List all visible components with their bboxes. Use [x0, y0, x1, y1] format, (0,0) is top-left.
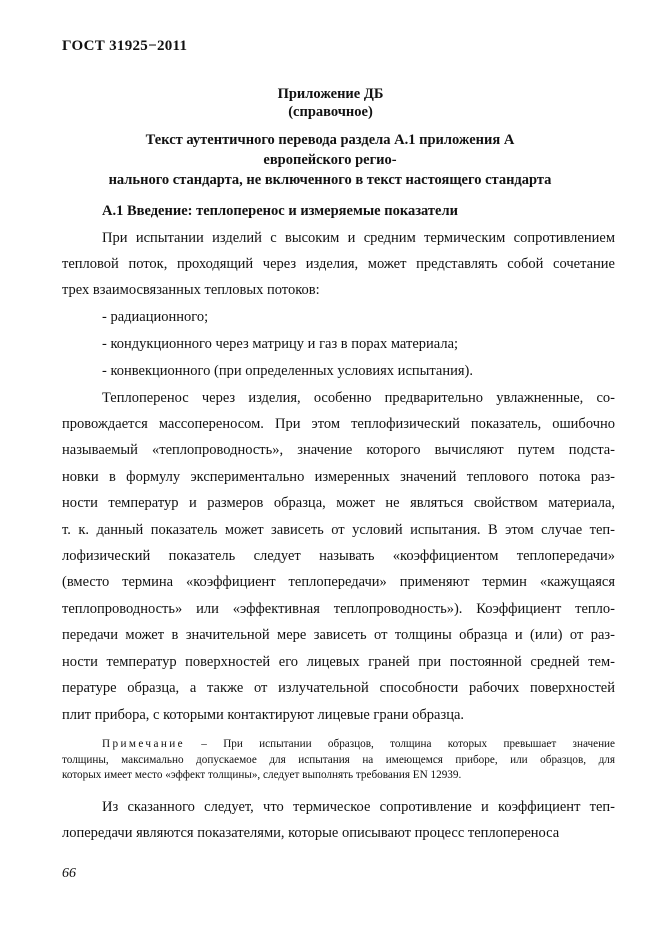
paragraph-line: (вместо термина «коэффициент теплопередачи» применяют термин «кажущаяся: [62, 574, 615, 590]
appendix-title: Приложение ДБ: [277, 86, 384, 102]
note-line: которых имеет место «эффект толщины», следует выполнять требования EN 12939.: [62, 769, 462, 781]
paragraph-line: пературе образца, а также от излучательной способности рабочих поверхностей: [62, 680, 615, 696]
appendix-subtitle: [100, 130, 560, 190]
standard-code-header: ГОСТ 31925−2011: [62, 38, 188, 54]
paragraph-line: трех взаимосвязанных тепловых потоков:: [62, 282, 320, 298]
note-label: Примечание: [102, 738, 185, 750]
paragraph-line: При испытании изделий с высоким и средним термическим сопротивлением: [102, 230, 615, 246]
paragraph-line: теплопроводность» или «эффективная теплопроводность»). Коэффициент тепло-: [62, 601, 615, 617]
paragraph-line: лопередачи являются показателями, которые описывают процесс теплопереноса: [62, 825, 560, 841]
paragraph-line: т. к. данный показатель может зависеть от условий испытания. В этом случае теп-: [62, 522, 615, 538]
paragraph-line: лофизический показатель следует называть «коэффициентом теплопередачи»: [62, 548, 615, 564]
list-item: - радиационного;: [102, 309, 209, 325]
note-line: толщины, максимально допускаемое для испытания на имеющемся приборе, или образцов, для: [62, 754, 615, 766]
note-text: – При испытании образцов, толщина которых превышает значение: [201, 738, 616, 750]
paragraph-line: передачи может в значительной мере зависеть от толщины образца и (или) от раз-: [62, 627, 615, 643]
subtitle-line: Текст аутентичного перевода раздела А.1 приложения А европейского регио-: [145, 132, 515, 168]
paragraph-line: провождается массопереносом. При этом теплофизический показатель, ошибочно: [62, 416, 615, 432]
paragraph-line: ности температур и размеров образца, может не являться свойством материала,: [62, 495, 615, 511]
paragraph-line: новки в формулу экспериментально измеренных значений теплового потока раз-: [62, 469, 615, 485]
subtitle-line: нального стандарта, не включенного в текст настоящего стандарта: [108, 172, 552, 188]
paragraph-line: ности температур поверхностей его лицевых граней при постоянной средней тем-: [62, 654, 615, 670]
list-item: - конвекционного (при определенных условиях испытания).: [102, 363, 473, 379]
appendix-kind: (справочное): [288, 104, 373, 120]
section-heading: А.1 Введение: теплоперенос и измеряемые показатели: [102, 203, 458, 219]
list-item: - кондукционного через матрицу и газ в порах материала;: [102, 336, 459, 352]
note-line: [102, 738, 615, 750]
paragraph-line: тепловой поток, проходящий через изделия, может представлять собой сочетание: [62, 256, 615, 272]
paragraph-line: Теплоперенос через изделия, особенно предварительно увлажненные, со-: [102, 390, 615, 406]
page-number: 66: [62, 866, 76, 881]
paragraph-line: плит прибора, с которыми контактируют лицевые грани образца.: [62, 707, 465, 723]
paragraph-line: Из сказанного следует, что термическое сопротивление и коэффициент теп-: [102, 799, 615, 815]
paragraph-line: называемый «теплопроводность», значение которого вычисляют путем подста-: [62, 442, 615, 458]
